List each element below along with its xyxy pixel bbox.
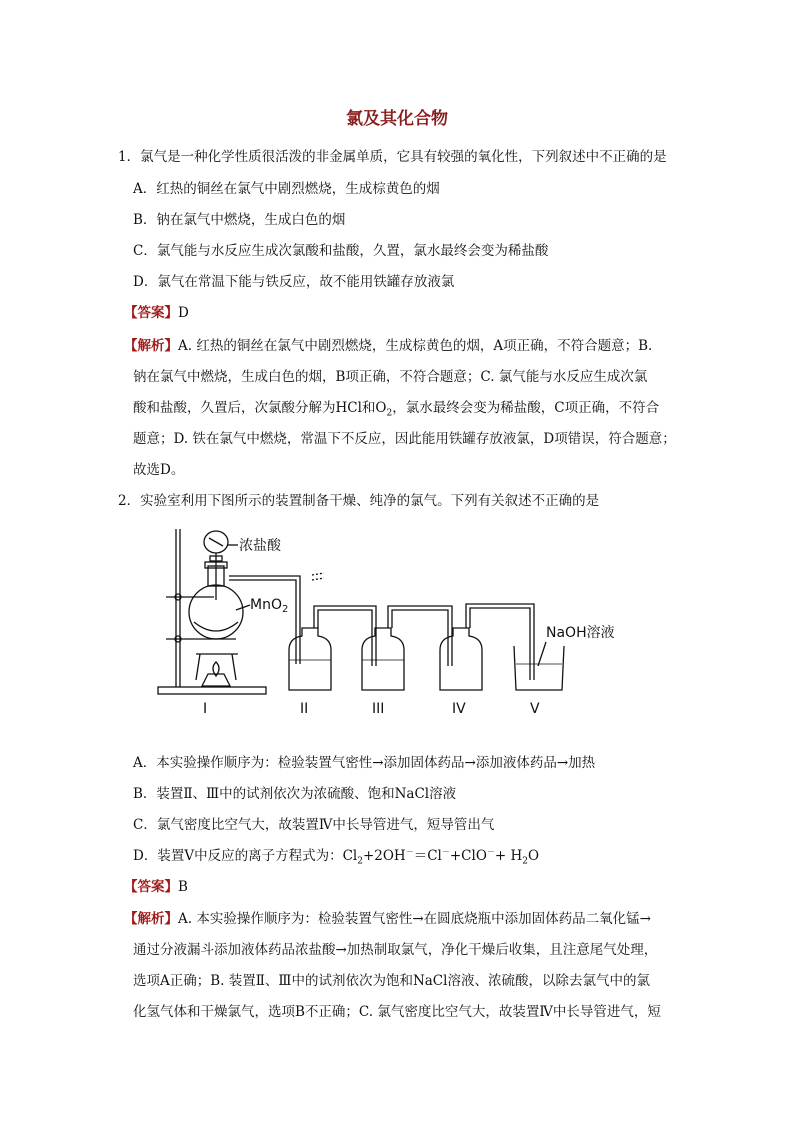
q1-option-a: A．红热的铜丝在氯气中剧烈燃烧，生成棕黄色的烟 (133, 181, 440, 197)
q2-answer-value: B (178, 879, 188, 895)
bottle-4 (440, 628, 482, 690)
q1-answer-tag: 【答案】 (124, 305, 178, 321)
stand-base (158, 687, 266, 694)
q2-d-sup-2: － (441, 847, 450, 857)
bottle-2 (289, 628, 331, 690)
q2-option-c: C．氯气密度比空气大，故装置Ⅳ中长导管进气，短导管出气 (133, 817, 495, 833)
tube-1-2 (246, 576, 300, 664)
label-conc-hcl: 浓盐酸 (239, 538, 281, 554)
q2-option-d (133, 844, 539, 867)
q2-d-sup-1: － (405, 847, 414, 857)
q1-answer-value: D (178, 305, 189, 321)
q2-option-a: A．本实验操作顺序为：检验装置气密性→添加固体药品→添加液体药品→加热 (133, 755, 596, 771)
tube-3-4 (388, 606, 452, 666)
unit-label-3: III (372, 701, 385, 717)
unit-label-4: IV (452, 701, 466, 717)
q1-stem: 1．氯气是一种化学性质很活泼的非金属单质，它具有较强的氧化性，下列叙述中不正确的是 (118, 149, 667, 165)
q2-d-part-b: +2OH (362, 848, 406, 864)
q1-analysis-l3-b: ，氯水最终会变为稀盐酸，C项正确，不符合 (392, 400, 660, 416)
bottle-3 (362, 628, 404, 690)
q2-d-part-c: ＝Cl (413, 848, 442, 864)
q2-d-part-f: O (528, 848, 540, 864)
q2-d-part-d: +ClO (449, 848, 487, 864)
q1-analysis-line-2: 钠在氯气中燃烧，生成白色的烟，B项正确，不符合题意；C. 氯气能与水反应生成次氯 (133, 369, 648, 385)
beaker-5 (514, 646, 564, 690)
q2-d-part-e: + H (494, 848, 523, 864)
q1-analysis-line-4: 题意；D. 铁在氯气中燃烧，常温下不反应，因此能用铁罐存放液氯，D项错误，符合题意； (133, 431, 676, 447)
unit-label-1: I (203, 701, 208, 717)
tube-2-3 (314, 606, 376, 666)
q2-d-part-a: D．装置Ⅴ中反应的离子方程式为：Cl (133, 848, 358, 864)
q1-analysis-line-5: 故选D。 (133, 462, 185, 478)
q1-analysis-l3-sub: 2 (386, 408, 393, 419)
q2-option-b: B．装置Ⅱ、Ⅲ中的试剂依次为浓硫酸、饱和NaCl溶液 (133, 786, 457, 802)
q2-answer-tag: 【答案】 (124, 879, 178, 895)
q2-d-sub-1: 2 (357, 856, 363, 867)
q2-analysis-text-1: A. 本实验操作顺序为：检验装置气密性→在圆底烧瓶中添加固体药品二氧化锰→ (178, 911, 651, 927)
q2-d-sup-3: － (486, 847, 495, 857)
q1-option-d: D．氯气在常温下能与铁反应，故不能用铁罐存放液氯 (133, 274, 455, 290)
q2-d-sub-2: 2 (522, 856, 529, 867)
label-naoh: NaOH溶液 (546, 625, 615, 641)
q2-stem: 2．实验室利用下图所示的装置制备干燥、纯净的氯气。下列有关叙述不正确的是 (118, 493, 600, 509)
unit-label-5: V (530, 701, 540, 717)
q2-analysis-line-1 (124, 907, 651, 927)
document-title: 氯及其化合物 (346, 109, 448, 129)
q1-option-b: B．钠在氯气中燃烧，生成白色的烟 (133, 212, 346, 228)
q1-analysis-text-1: A. 红热的铜丝在氯气中剧烈燃烧，生成棕黄色的烟，A项正确，不符合题意；B. (178, 338, 653, 354)
tube-4-5 (466, 604, 534, 680)
q2-analysis-line-2: 通过分液漏斗添加液体药品浓盐酸→加热制取氯气，净化干燥后收集，且注意尾气处理， (133, 942, 658, 958)
q2-answer (124, 875, 188, 895)
q2-analysis-line-4: 化氢气体和干燥氯气，选项B不正确；C. 氯气密度比空气大，故装置Ⅳ中长导管进气，短 (133, 1004, 661, 1020)
q1-analysis-tag: 【解析】 (124, 338, 178, 354)
unit-label-2: II (300, 701, 309, 717)
q1-analysis-l3-a: 酸和盐酸，久置后，次氯酸分解为HCl和O (133, 400, 387, 416)
q2-analysis-line-3: 选项A正确；B. 装置Ⅱ、Ⅲ中的试剂依次为饱和NaCl溶液、浓硫酸，以除去氯气中的氯 (133, 973, 650, 989)
q2-analysis-tag: 【解析】 (124, 911, 178, 927)
label-mno2: MnO$_2$ (250, 597, 289, 615)
q1-option-c: C．氯气能与水反应生成次氯酸和盐酸，久置，氯水最终会变为稀盐酸 (133, 243, 549, 259)
